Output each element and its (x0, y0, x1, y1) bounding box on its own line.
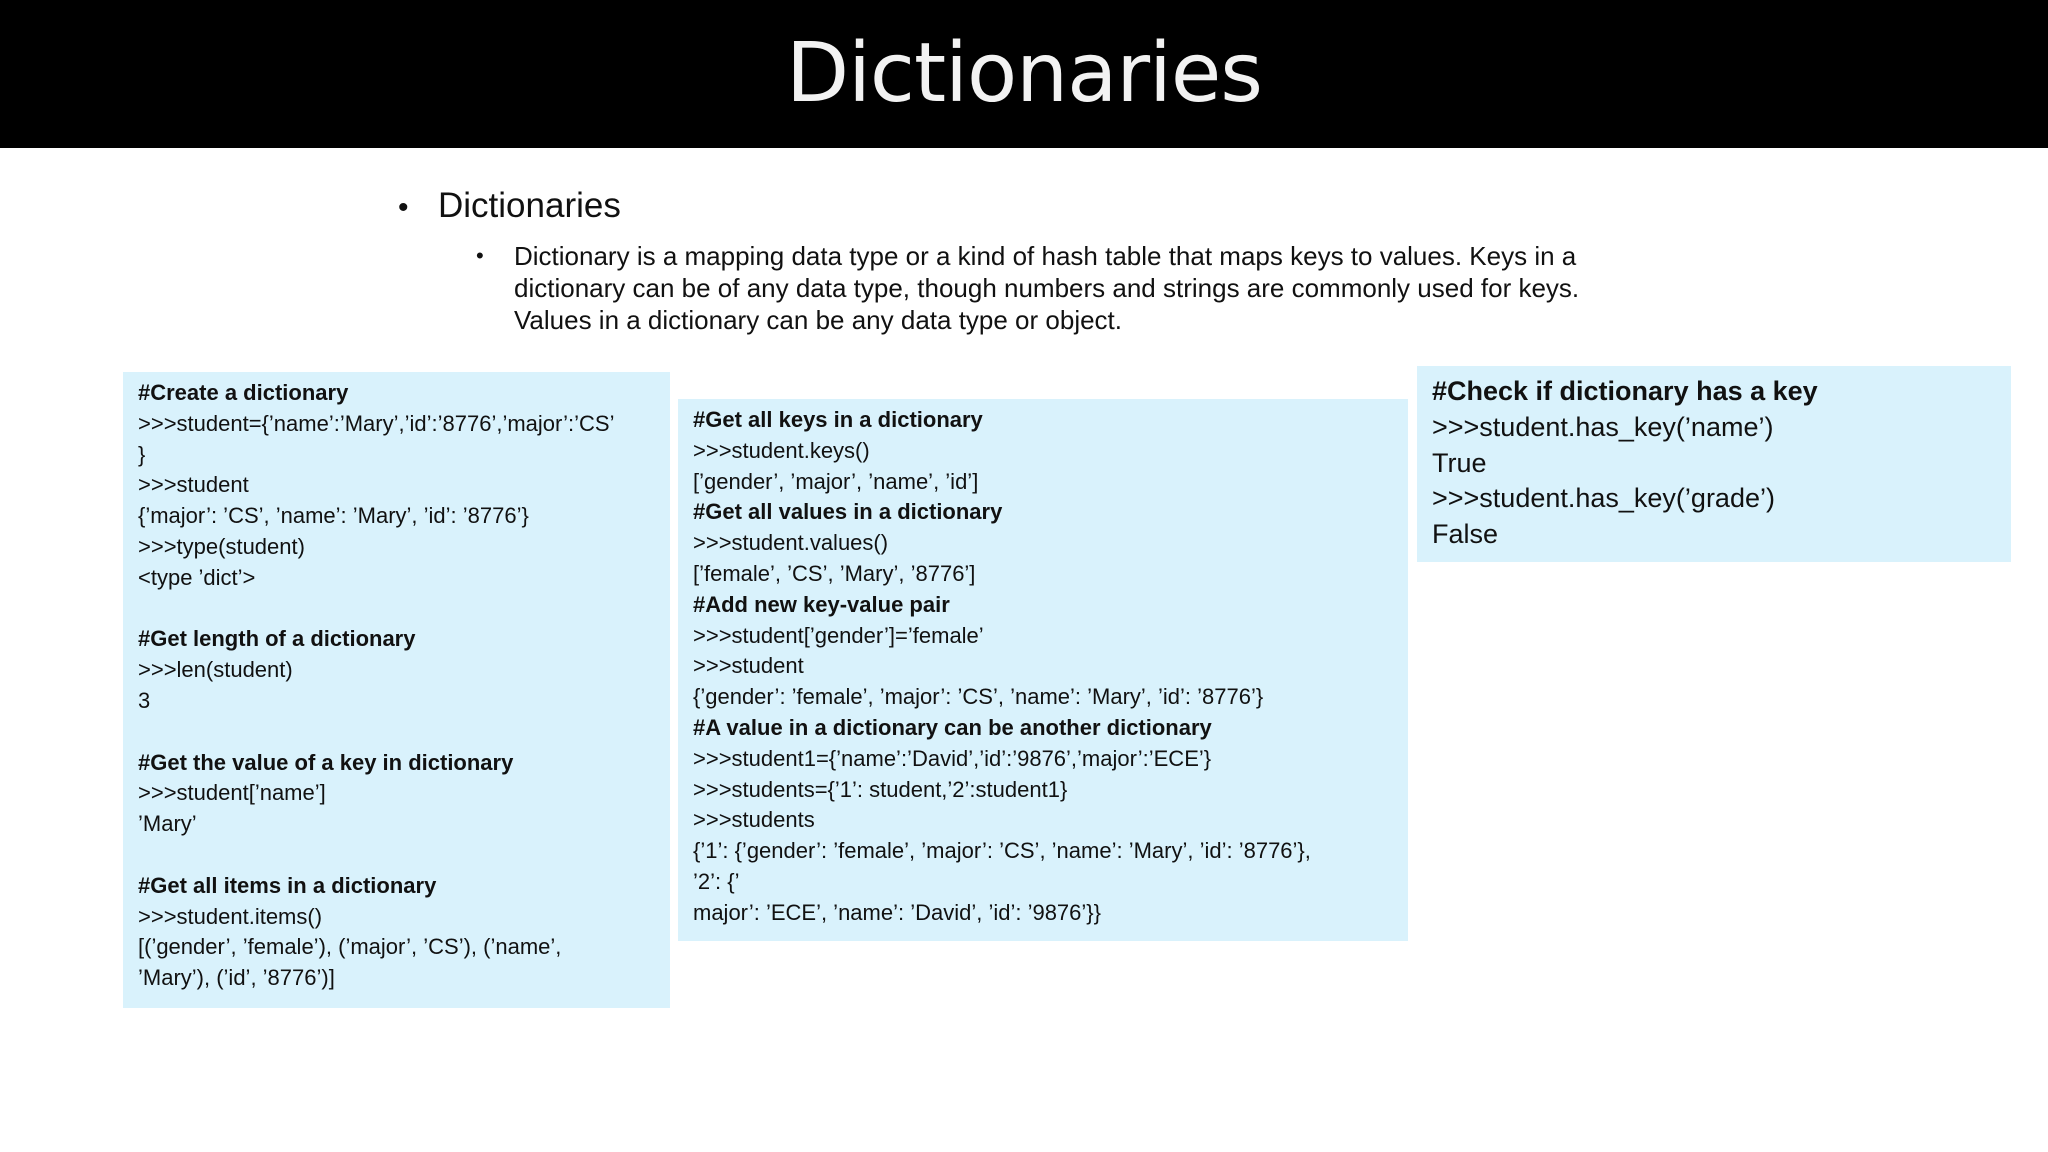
code-line: >>>students={’1’: student,’2’:student1} (693, 776, 1068, 802)
code-line: ’2’: {’ (693, 868, 740, 894)
code-line: {’gender’: ’female’, ’major’: ’CS’, ’name’: ’Mary’, ’id’: ’8776’} (693, 684, 1264, 710)
code-line: >>>type(student) (138, 533, 305, 559)
code-line: ’Mary’ (138, 811, 197, 837)
code-line: >>>student (138, 472, 249, 498)
code-line: [(’gender’, ’female’), (’major’, ’CS’), (’name’, (138, 934, 562, 960)
code-line: >>>student[’gender’]=’female’ (693, 622, 984, 648)
code-line: {’1’: {’gender’: ’female’, ’major’: ’CS’, ’name’: ’Mary’, ’id’: ’8776’}, (693, 838, 1311, 864)
code-line (138, 594, 660, 625)
bullet-item-dictionaries (398, 184, 1698, 230)
code-line: [’gender’, ’major’, ’name’, ’id’] (693, 468, 979, 494)
code-line: <type ’dict’> (138, 564, 256, 590)
code-comment-heading: #Get the value of a key in dictionary (138, 749, 514, 775)
code-comment-heading: #A value in a dictionary can be another dictionary (693, 714, 1212, 740)
code-line: } (138, 441, 146, 467)
code-line: >>>len(student) (138, 657, 293, 683)
code-comment-heading: #Get length of a dictionary (138, 626, 416, 652)
sub-bullet-text: Dictionary is a mapping data type or a kind of hash table that maps keys to values. Keys in a dictionary can be of any data type, though numbers and strings are commonly used for keys. Values in a dictionary can be any data type or object. (514, 241, 1580, 335)
code-line: >>>student[’name’] (138, 780, 326, 806)
code-comment-heading: #Get all values in a dictionary (693, 499, 1003, 525)
code-comment-heading: #Add new key-value pair (693, 591, 950, 617)
code-line: >>>student.has_key(’grade’) (1432, 483, 1775, 514)
code-line: {’major’: ’CS’, ’name’: ’Mary’, ’id’: ’8776’} (138, 503, 529, 529)
code-comment-heading: #Create a dictionary (138, 380, 349, 405)
code-box-keys-values (678, 399, 1408, 941)
code-line: >>>student.keys() (693, 437, 870, 463)
code-line: >>>student={’name’:’Mary’,’id’:’8776’,’major’:’CS’ (138, 410, 615, 436)
code-box-create-dictionary (123, 372, 670, 1008)
code-line: False (1432, 519, 1499, 550)
code-line: >>>student.values() (693, 530, 889, 556)
code-line: 3 (138, 687, 151, 713)
sub-bullet-dot-icon: • (476, 243, 484, 268)
bullet-main-text: Dictionaries (438, 186, 621, 225)
code-line: >>>student1={’name’:’David’,’id’:’9876’,’major’:’ECE’} (693, 745, 1212, 771)
code-line: major’: ’ECE’, ’name’: ’David’, ’id’: ’9876’}} (693, 899, 1101, 925)
code-comment-heading: #Get all keys in a dictionary (693, 407, 983, 432)
code-comment-heading: #Get all items in a dictionary (138, 872, 437, 898)
code-line (138, 717, 660, 748)
bullet-list (398, 184, 1698, 336)
code-line: >>>student.items() (138, 903, 323, 929)
slide-title: Dictionaries (786, 26, 1262, 121)
bullet-dot-icon: • (398, 191, 409, 224)
code-box-has-key (1417, 366, 2011, 562)
code-line: [’female’, ’CS’, ’Mary’, ’8776’] (693, 560, 976, 586)
sub-bullet-definition (476, 240, 1698, 336)
code-comment-heading: #Check if dictionary has a key (1432, 376, 1818, 406)
code-line: >>>student (693, 653, 804, 679)
code-line: >>>student.has_key(’name’) (1432, 411, 1774, 442)
code-line: ’Mary’), (’id’, ’8776’)] (138, 965, 335, 991)
code-line (138, 840, 660, 871)
code-line: >>>students (693, 807, 815, 833)
code-line: True (1432, 447, 1487, 478)
title-bar (0, 0, 2048, 148)
